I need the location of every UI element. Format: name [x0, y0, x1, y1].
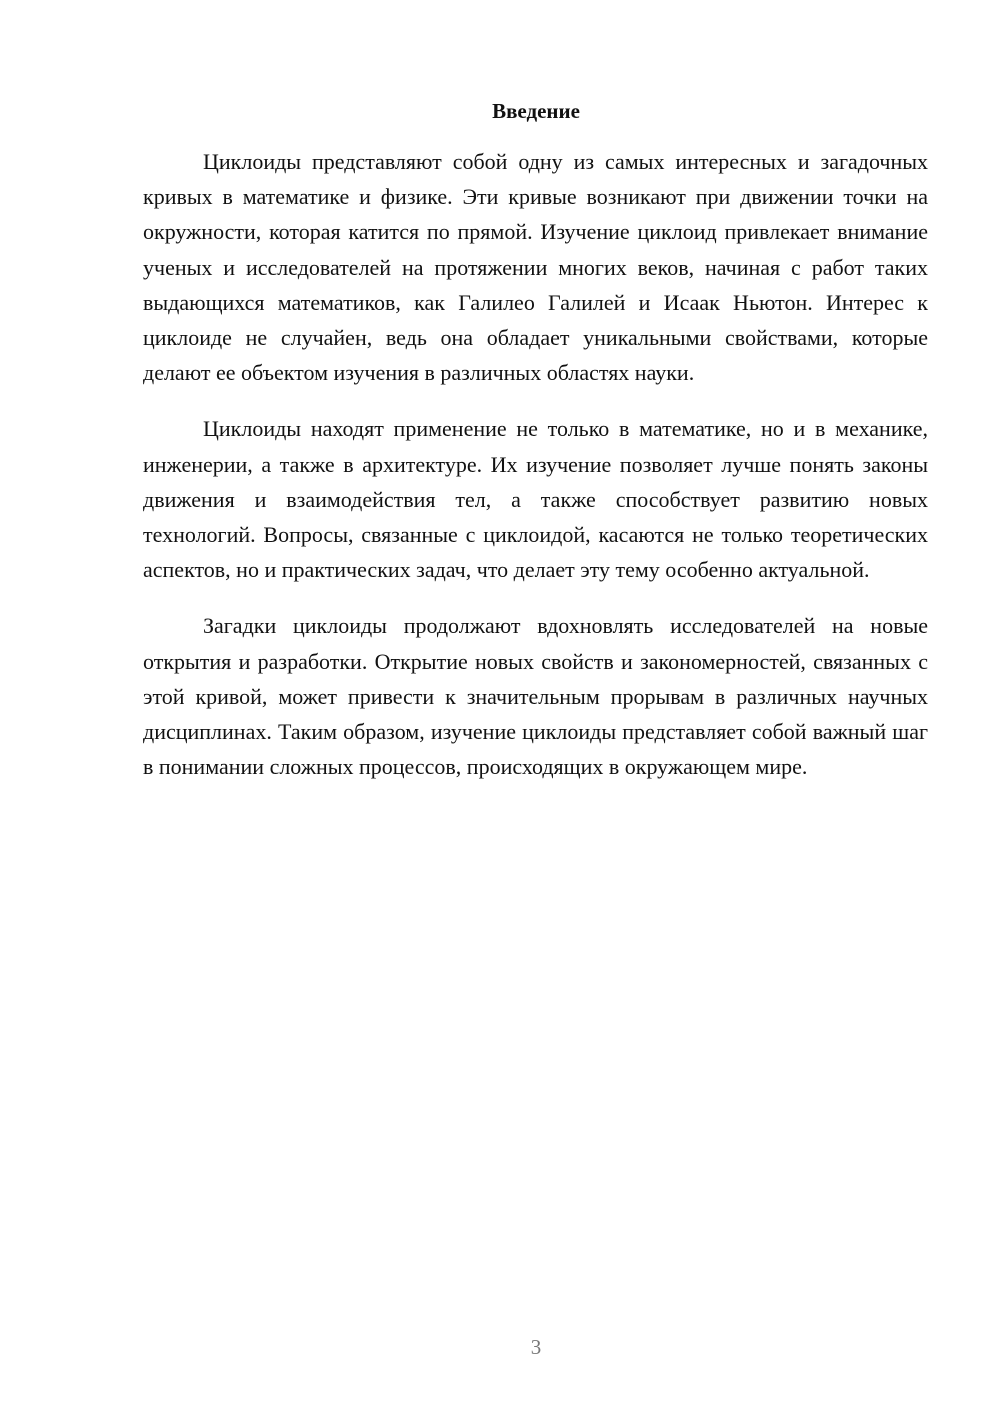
page-title: Введение [492, 99, 580, 123]
page-number: 3 [530, 1335, 542, 1359]
body-text [143, 144, 928, 805]
paragraph: Циклоиды представляют собой одну из самых интересных и загадочных кривых в математике и физике. Эти кривые возникают при движении точки на окружности, которая катится по прямой. Изучение циклоид привлекает внимание ученых и исследователей на протяжении многих веков, начиная с работ таких выдающихся математиков, как Галилео Галилей и Исаак Ньютон. Интерес к циклоиде не случайен, ведь она обладает уникальными свойствами, которые делают ее объектом изучения в различных областях науки. [143, 149, 928, 386]
paragraph: Загадки циклоиды продолжают вдохновлять исследователей на новые открытия и разработки. Открытие новых свойств и закономерностей, связанных с этой кривой, может привести к значительным прорывам в различных научных дисциплинах. Таким образом, изучение циклоиды представляет собой важный шаг в понимании сложных процессов, происходящих в окружающем мире. [143, 613, 928, 780]
paragraph: Циклоиды находят применение не только в математике, но и в механике, инженерии, а также в архитектуре. Их изучение позволяет лучше понять законы движения и взаимодействия тел, а также способствует развитию новых технологий. Вопросы, связанные с циклоидой, касаются не только теоретических аспектов, но и практических задач, что делает эту тему особенно актуальной. [143, 416, 928, 583]
